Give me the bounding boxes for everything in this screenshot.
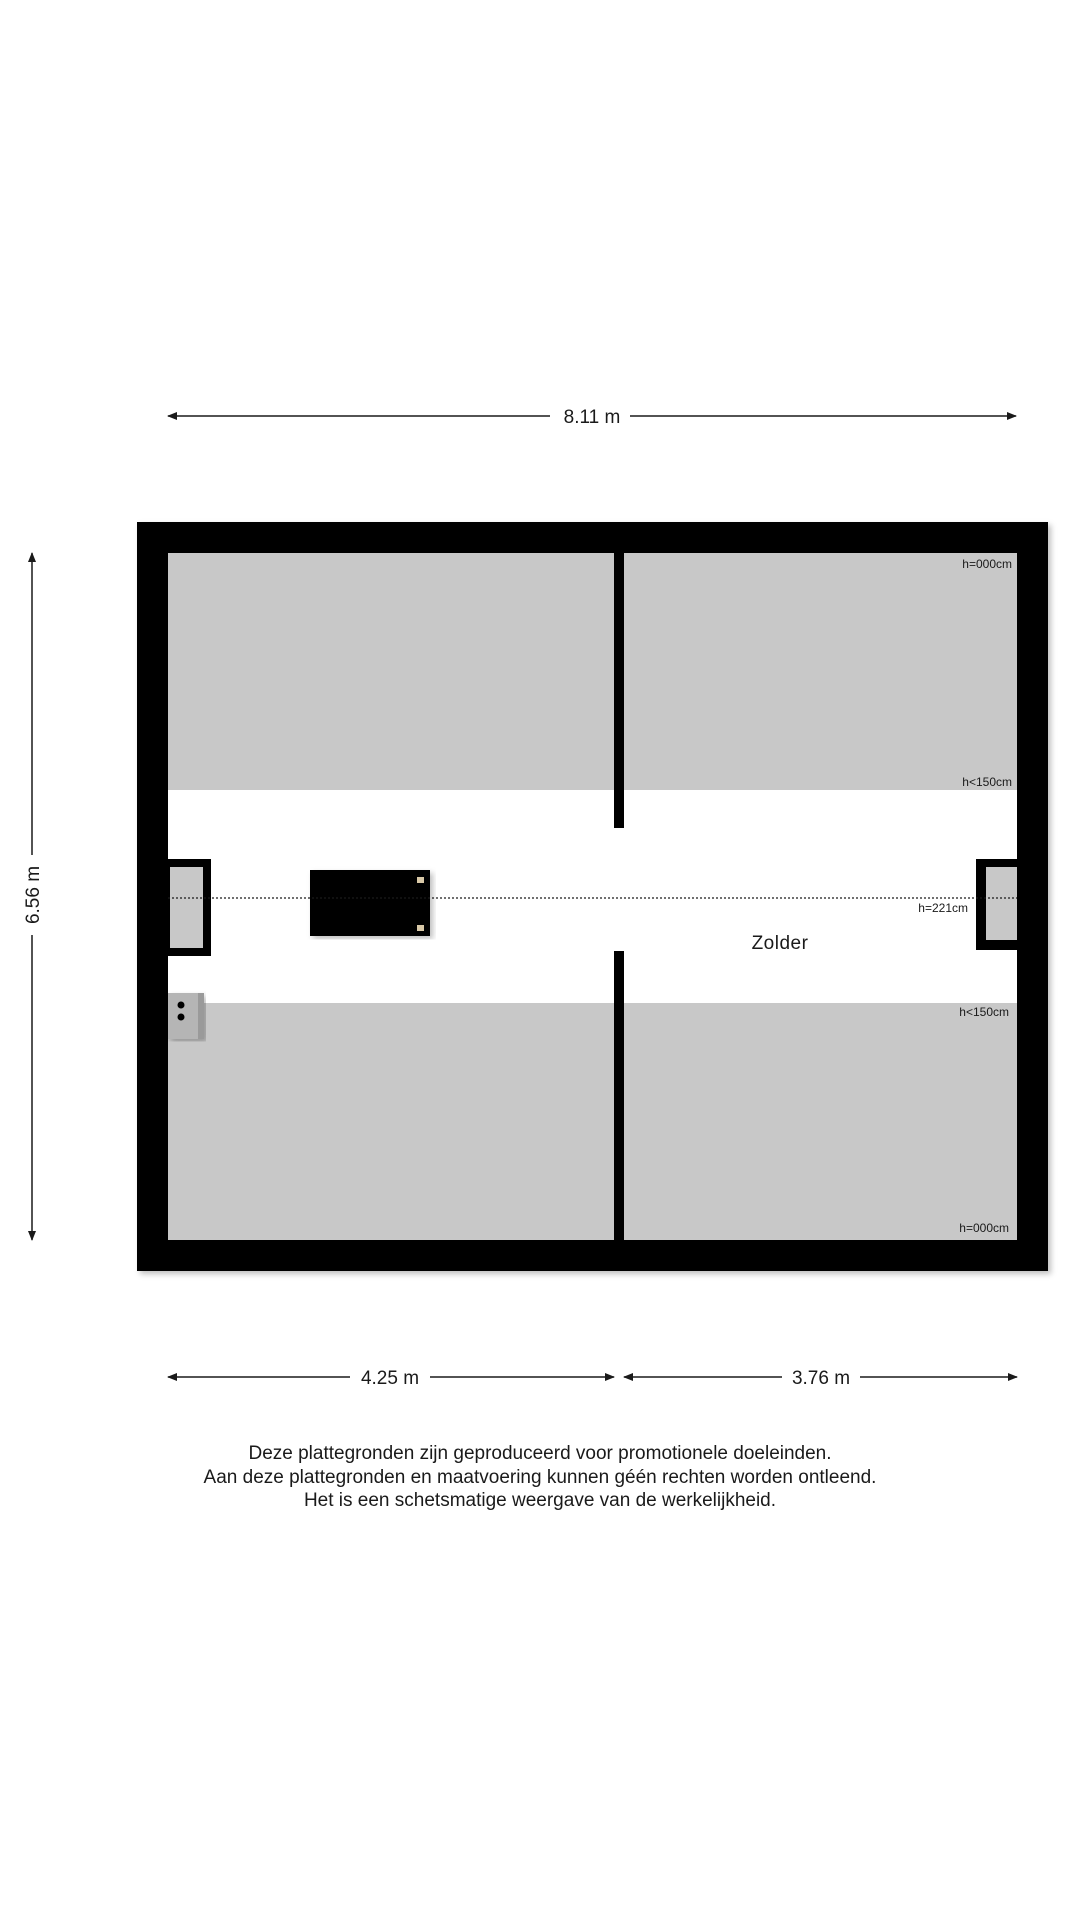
height-label-top: h=000cm (962, 557, 1012, 571)
dimension-left-width (168, 1368, 614, 1389)
left-wall-niche (166, 859, 211, 956)
roof-hatch (310, 870, 430, 936)
low-ceiling-zone-top-left (168, 553, 614, 790)
dimension-label-left-width: 4.25 m (360, 1368, 420, 1389)
dimension-label-total-width: 8.11 m (563, 407, 621, 428)
dimension-right-width (624, 1368, 1017, 1389)
disclaimer-line: Het is een schetsmatige weergave van de werkelijkheid. (303, 1490, 777, 1511)
low-ceiling-zone-top-right (623, 553, 1017, 790)
room-label: Zolder (751, 933, 809, 954)
disclaimer-line: Deze plattegronden zijn geproduceerd voor promotionele doeleinden. (248, 1443, 832, 1464)
height-label-ridge: h=221cm (918, 901, 968, 915)
boiler-unit (168, 993, 204, 1039)
disclaimer-line: Aan deze plattegronden en maatvoering kunnen géén rechten worden ontleend. (203, 1466, 877, 1488)
dimension-label-total-depth: 6.56 m (23, 865, 44, 925)
partition-wall-bottom (614, 951, 624, 1240)
right-wall-niche (976, 859, 1019, 950)
low-ceiling-zone-bottom-left (168, 1003, 614, 1240)
height-label-upper-slope: h<150cm (962, 775, 1012, 789)
height-label-lower-slope: h<150cm (959, 1005, 1009, 1019)
low-ceiling-zone-bottom-right (623, 1003, 1017, 1240)
disclaimer (0, 1442, 1080, 1513)
dimension-label-right-width: 3.76 m (791, 1368, 851, 1389)
height-label-bottom: h=000cm (959, 1221, 1009, 1235)
partition-wall-top (614, 553, 624, 828)
dimension-total-width (168, 407, 1016, 428)
dimension-total-depth (23, 553, 44, 1240)
